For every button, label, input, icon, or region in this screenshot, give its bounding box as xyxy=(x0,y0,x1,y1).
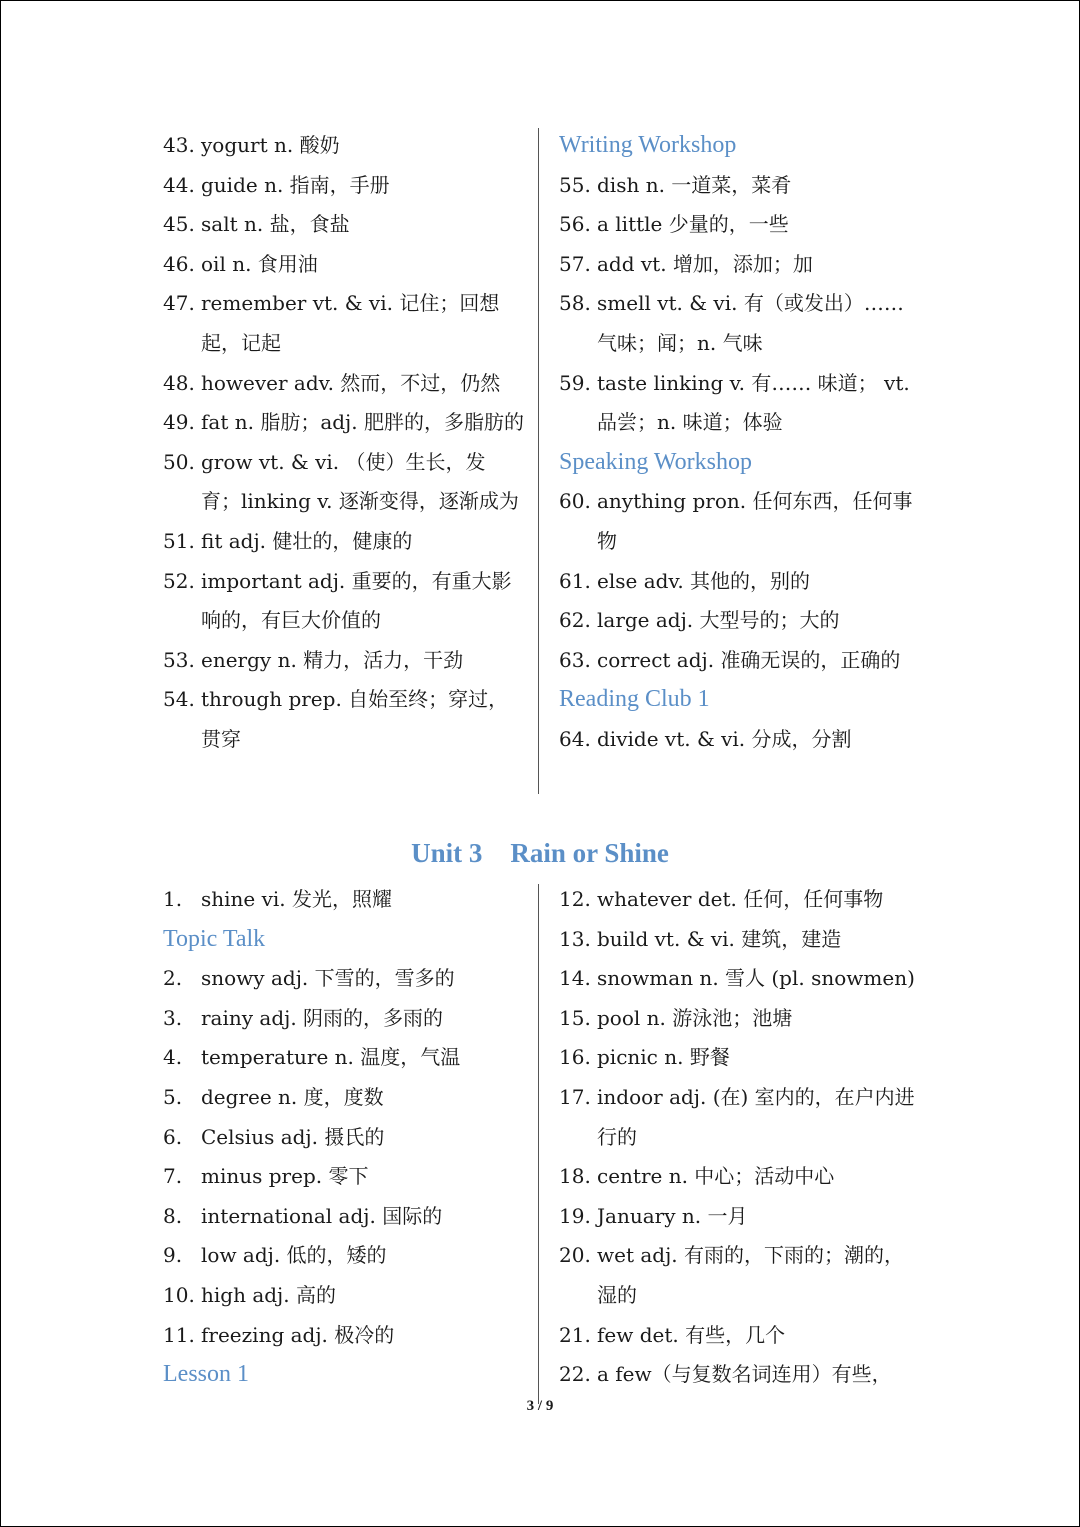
vocab-entry xyxy=(163,641,525,681)
vocab-column-top-left xyxy=(163,126,525,760)
entry-number: 7. xyxy=(163,1164,183,1189)
entry-text: low adj. 低的，矮的 xyxy=(201,1243,387,1268)
vocab-entry xyxy=(163,403,525,443)
vocab-entry xyxy=(559,562,921,602)
section-heading-speaking-workshop: Speaking Workshop xyxy=(559,448,752,475)
entry-text: large adj. 大型号的；大的 xyxy=(597,608,840,633)
entry-text: shine vi. 发光，照耀 xyxy=(201,887,393,911)
vocab-entry xyxy=(163,1316,525,1356)
section-heading-topic-talk: Topic Talk xyxy=(163,925,266,952)
entry-text: temperature n. 温度，气温 xyxy=(201,1045,461,1070)
vocab-entry xyxy=(559,641,921,681)
vocab-entry xyxy=(163,1157,525,1197)
entry-text: add vt. 增加，添加；加 xyxy=(597,251,813,276)
section-heading-reading-club: Reading Club 1 xyxy=(559,686,710,713)
entry-number: 19. xyxy=(559,1203,591,1228)
entry-text: wet adj. 有雨的，下雨的；潮的，湿的 xyxy=(597,1243,904,1307)
entry-number: 50. xyxy=(163,449,195,474)
unit-title xyxy=(0,838,1080,869)
vocab-entry xyxy=(559,920,921,960)
vocab-entry xyxy=(559,166,921,206)
vocab-entry xyxy=(163,522,525,562)
column-divider xyxy=(538,128,539,794)
vocab-column-top-right xyxy=(559,126,921,760)
entry-text: few det. 有些，几个 xyxy=(597,1322,786,1347)
vocab-entry xyxy=(559,1236,921,1315)
entry-text: fit adj. 健壮的，健康的 xyxy=(201,528,413,553)
entry-number: 49. xyxy=(163,410,195,435)
entry-number: 13. xyxy=(559,926,591,951)
entry-number: 18. xyxy=(559,1164,591,1189)
vocab-entry xyxy=(163,1118,525,1158)
unit-name: Rain or Shine xyxy=(510,838,669,868)
entry-number: 9. xyxy=(163,1243,183,1268)
entry-number: 51. xyxy=(163,528,195,553)
entry-number: 55. xyxy=(559,172,591,197)
entry-number: 1. xyxy=(163,887,183,911)
entry-text: high adj. 高的 xyxy=(201,1282,336,1307)
vocab-entry xyxy=(559,1316,921,1356)
vocab-entry xyxy=(163,205,525,245)
entry-number: 56. xyxy=(559,212,591,237)
entry-number: 58. xyxy=(559,291,591,316)
entry-number: 20. xyxy=(559,1243,591,1268)
vocab-entry xyxy=(559,364,921,443)
entry-text: energy n. 精力，活力，干劲 xyxy=(201,647,464,672)
vocab-entry xyxy=(559,1157,921,1197)
entry-number: 6. xyxy=(163,1124,183,1149)
entry-text: centre n. 中心；活动中心 xyxy=(597,1164,835,1189)
entry-text: freezing adj. 极冷的 xyxy=(201,1322,395,1347)
vocab-entry xyxy=(559,284,921,363)
entry-number: 46. xyxy=(163,251,195,276)
vocab-entry xyxy=(163,562,525,641)
entry-number: 59. xyxy=(559,370,591,395)
vocab-entry xyxy=(163,1276,525,1316)
vocab-entry xyxy=(163,245,525,285)
entry-text: build vt. & vi. 建筑，建造 xyxy=(597,926,842,951)
entry-number: 57. xyxy=(559,251,591,276)
entry-number: 64. xyxy=(559,726,591,751)
entry-text: divide vt. & vi. 分成，分割 xyxy=(597,726,852,751)
vocab-column-bottom-left xyxy=(163,880,525,1395)
entry-text: else adv. 其他的，别的 xyxy=(597,568,811,593)
entry-number: 3. xyxy=(163,1005,183,1030)
vocab-entry xyxy=(163,999,525,1039)
vocab-entry xyxy=(163,1236,525,1276)
entry-text: fat n. 脂肪；adj. 肥胖的，多脂肪的 xyxy=(201,410,524,435)
entry-number: 22. xyxy=(559,1362,591,1387)
vocab-entry xyxy=(559,245,921,285)
entry-text: whatever det. 任何，任何事物 xyxy=(597,887,884,911)
vocab-entry xyxy=(163,680,525,759)
entry-number: 16. xyxy=(559,1045,591,1070)
vocab-entry xyxy=(559,1078,921,1157)
vocab-entry xyxy=(163,1197,525,1237)
entry-text: smell vt. & vi. 有（或发出）……气味；闻；n. 气味 xyxy=(597,291,904,355)
section-heading-writing-workshop: Writing Workshop xyxy=(559,132,737,158)
entry-number: 60. xyxy=(559,489,591,514)
entry-number: 44. xyxy=(163,172,195,197)
entry-text: degree n. 度，度数 xyxy=(201,1084,384,1109)
entry-text: January n. 一月 xyxy=(597,1203,748,1228)
entry-number: 52. xyxy=(163,568,195,593)
entry-text: yogurt n. 酸奶 xyxy=(201,133,340,157)
entry-number: 11. xyxy=(163,1322,195,1347)
vocab-entry xyxy=(559,959,921,999)
entry-number: 61. xyxy=(559,568,591,593)
entry-text: international adj. 国际的 xyxy=(201,1203,443,1228)
entry-text: important adj. 重要的，有重大影响的，有巨大价值的 xyxy=(201,568,512,633)
entry-number: 43. xyxy=(163,133,195,157)
entry-text: oil n. 食用油 xyxy=(201,251,318,276)
entry-number: 53. xyxy=(163,647,195,672)
entry-text: a little 少量的，一些 xyxy=(597,212,789,237)
entry-number: 48. xyxy=(163,370,195,395)
entry-text: however adv. 然而，不过，仍然 xyxy=(201,370,501,395)
vocab-entry xyxy=(559,1197,921,1237)
unit-number: Unit 3 xyxy=(411,838,483,868)
page-number: 3 / 9 xyxy=(526,1398,554,1414)
entry-number: 5. xyxy=(163,1084,183,1109)
vocab-entry xyxy=(163,959,525,999)
entry-text: snowman n. 雪人 (pl. snowmen) xyxy=(597,966,915,991)
entry-text: taste linking v. 有…… 味道； vt. 品尝；n. 味道；体验 xyxy=(597,370,910,435)
entry-number: 17. xyxy=(559,1084,591,1109)
vocab-entry xyxy=(559,601,921,641)
entry-text: correct adj. 准确无误的，正确的 xyxy=(597,647,901,672)
entry-text: guide n. 指南，手册 xyxy=(201,172,390,197)
vocab-entry xyxy=(163,443,525,522)
vocab-entry xyxy=(163,1038,525,1078)
vocab-entry xyxy=(163,284,525,363)
entry-text: salt n. 盐，食盐 xyxy=(201,212,350,237)
entry-number: 47. xyxy=(163,291,195,316)
entry-text: indoor adj. (在) 室内的，在户内进行的 xyxy=(597,1084,915,1149)
entry-number: 8. xyxy=(163,1203,183,1228)
vocab-entry xyxy=(559,880,921,920)
section-heading-lesson-1: Lesson 1 xyxy=(163,1361,249,1388)
entry-number: 21. xyxy=(559,1322,591,1347)
entry-text: remember vt. & vi. 记住；回想起，记起 xyxy=(201,291,500,355)
entry-number: 45. xyxy=(163,212,195,237)
entry-number: 2. xyxy=(163,966,183,991)
vocab-entry xyxy=(559,1038,921,1078)
entry-number: 14. xyxy=(559,966,591,991)
entry-number: 63. xyxy=(559,647,591,672)
entry-number: 12. xyxy=(559,887,591,911)
vocab-entry xyxy=(559,1355,921,1395)
entry-text: a few（与复数名词连用）有些， xyxy=(597,1362,892,1387)
vocab-entry xyxy=(559,999,921,1039)
entry-text: snowy adj. 下雪的，雪多的 xyxy=(201,966,455,991)
vocab-entry xyxy=(559,720,921,760)
entry-text: anything pron. 任何东西，任何事物 xyxy=(597,489,913,553)
vocab-entry xyxy=(163,166,525,206)
entry-text: picnic n. 野餐 xyxy=(597,1045,730,1070)
entry-text: grow vt. & vi. （使）生长，发育；linking v. 逐渐变得，逐渐成为 xyxy=(201,449,519,514)
column-divider xyxy=(538,884,539,1404)
entry-number: 10. xyxy=(163,1282,195,1307)
vocab-entry xyxy=(559,482,921,561)
entry-text: dish n. 一道菜，菜肴 xyxy=(597,172,792,197)
vocab-entry xyxy=(163,364,525,404)
vocab-column-bottom-right xyxy=(559,880,921,1395)
entry-text: minus prep. 零下 xyxy=(201,1164,369,1189)
vocab-entry xyxy=(559,205,921,245)
entry-number: 54. xyxy=(163,687,195,712)
entry-text: through prep. 自始至终；穿过，贯穿 xyxy=(201,687,509,751)
entry-text: Celsius adj. 摄氏的 xyxy=(201,1124,385,1149)
vocab-entry xyxy=(163,1078,525,1118)
entry-text: pool n. 游泳池；池塘 xyxy=(597,1005,793,1030)
entry-number: 15. xyxy=(559,1005,591,1030)
entry-text: rainy adj. 阴雨的，多雨的 xyxy=(201,1005,444,1030)
entry-number: 4. xyxy=(163,1045,183,1070)
vocab-entry xyxy=(163,880,525,920)
vocab-entry xyxy=(163,126,525,166)
entry-number: 62. xyxy=(559,608,591,633)
